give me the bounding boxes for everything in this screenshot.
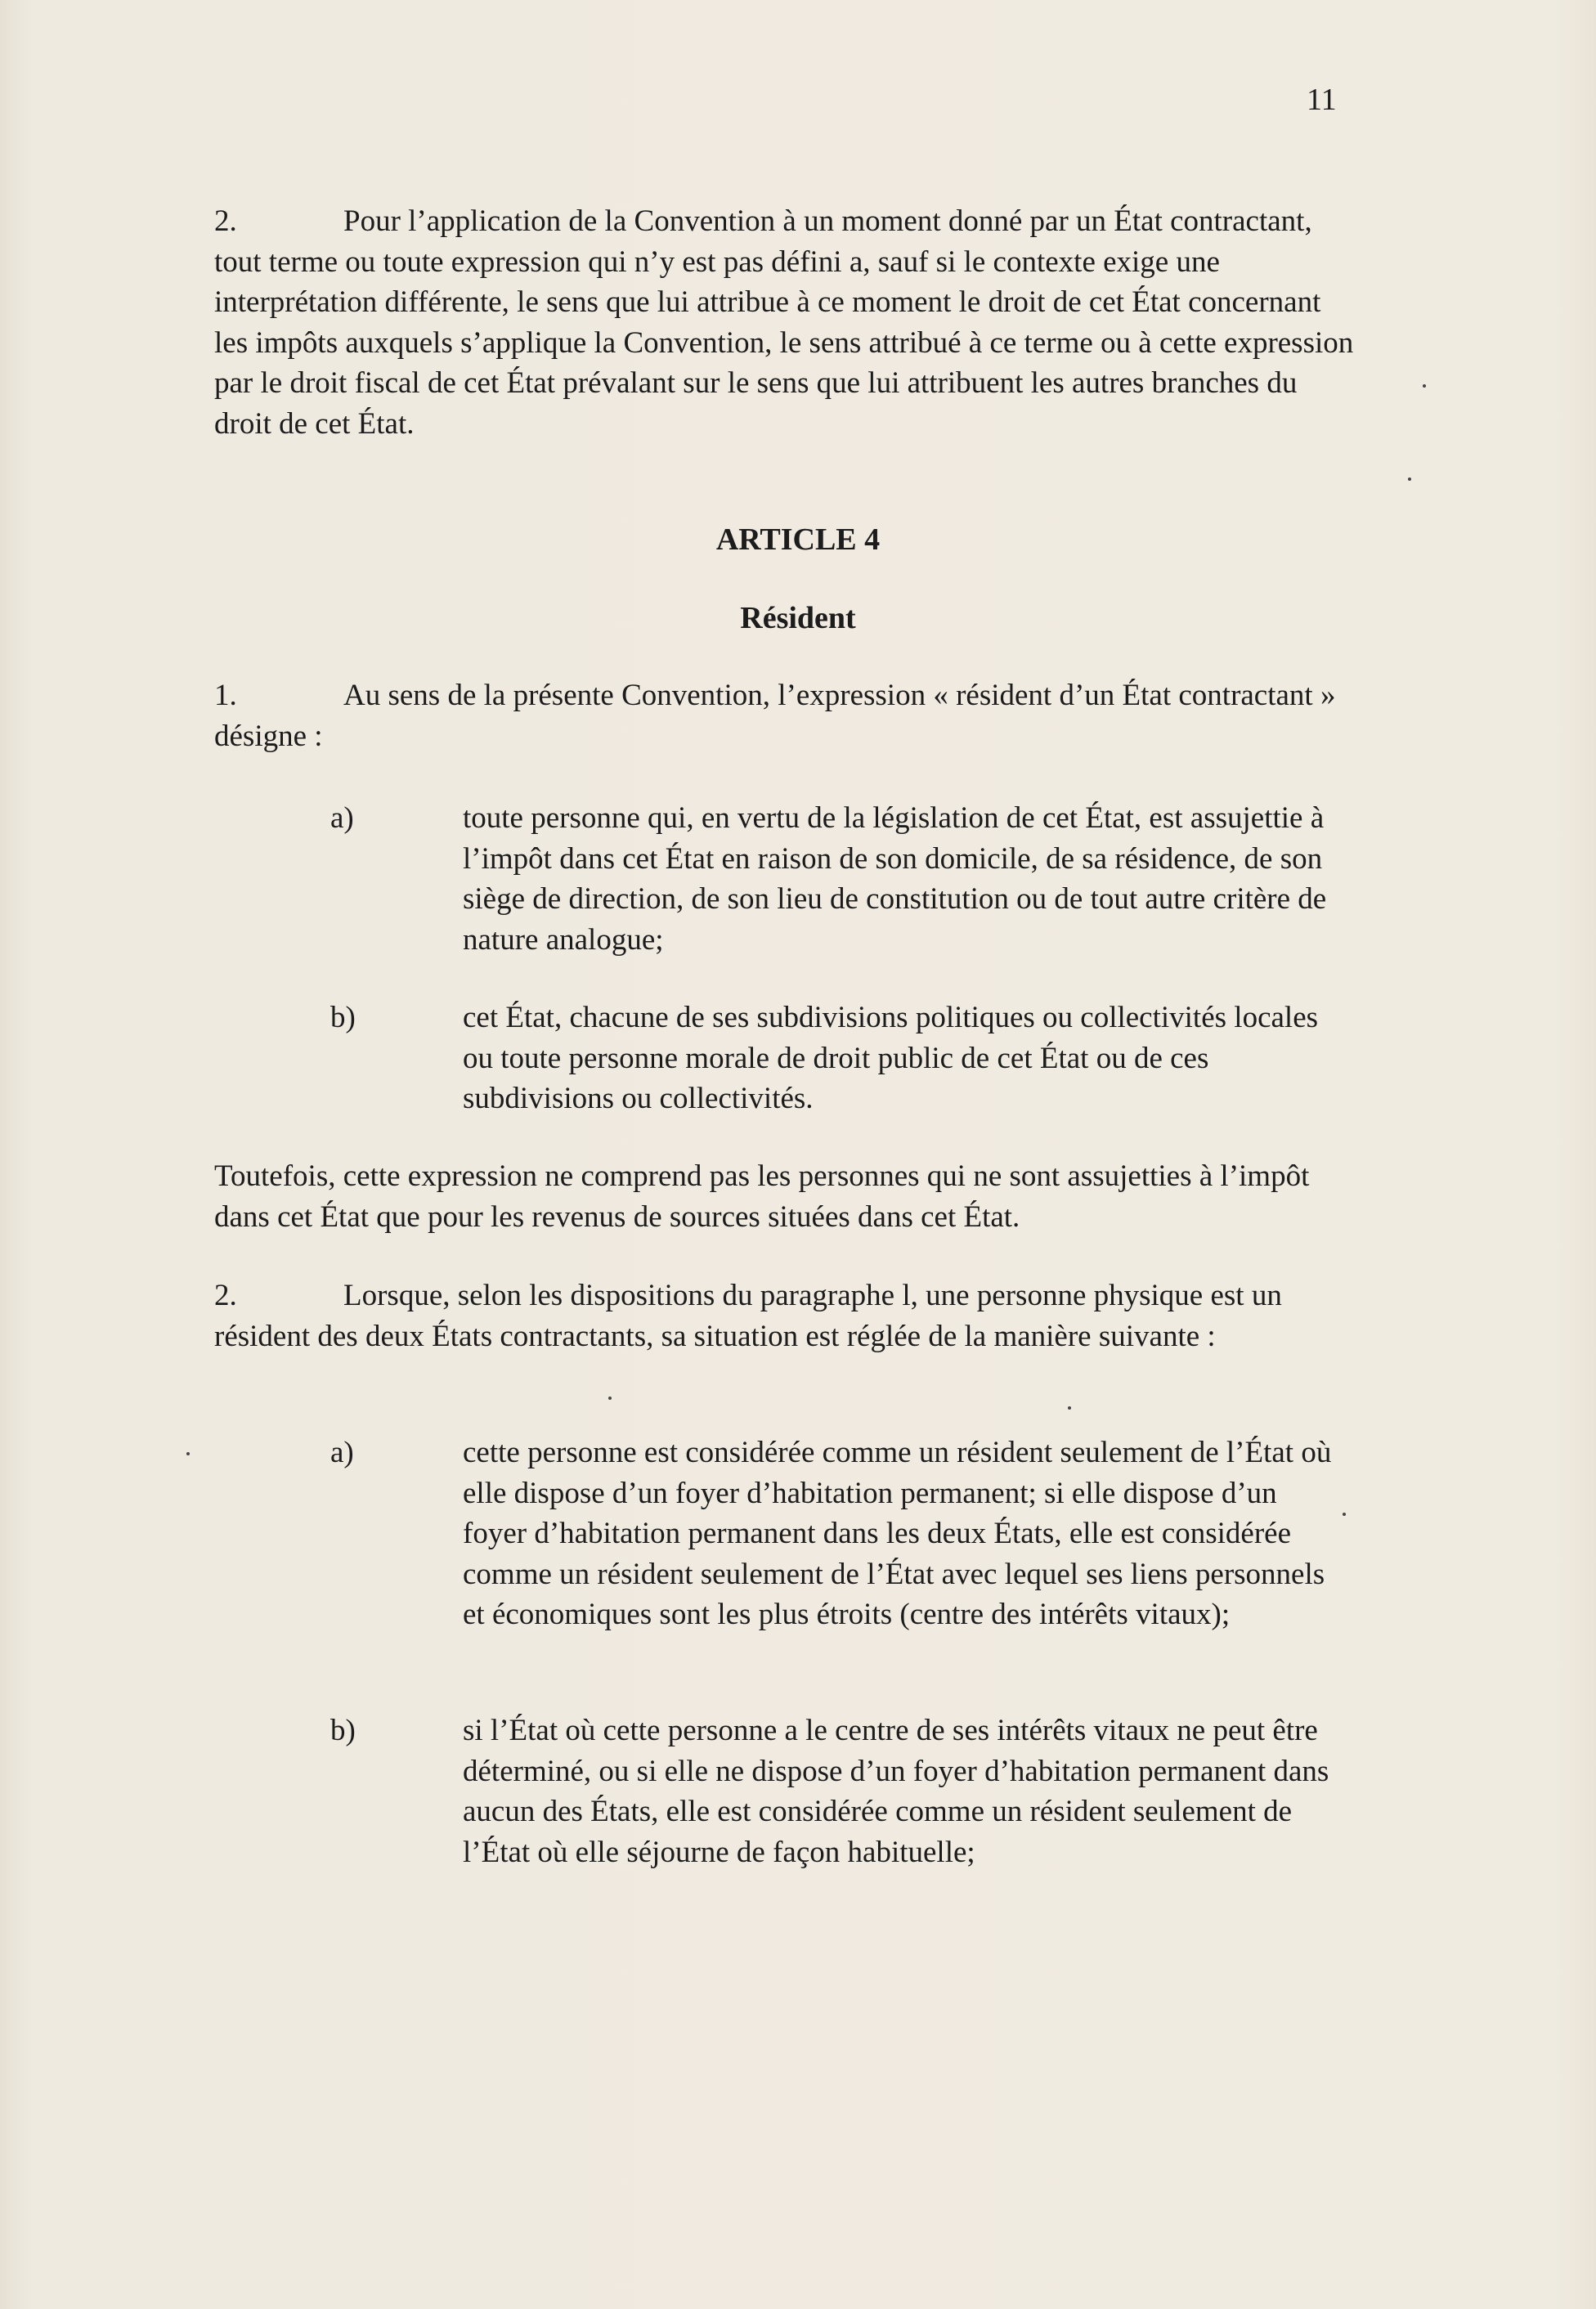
scan-speck [1343, 1513, 1346, 1516]
page-number: 11 [1307, 83, 1337, 117]
paragraph-definition-interpretation [214, 201, 1359, 445]
paragraph-text: Pour l’application de la Convention à un moment donné par un État contractant, tout terme ou toute expression qui n’y est pas défini a, sauf si le contexte exige une interprétation différente, le sens que lui attribue à ce moment le droit de cet État concernant les impôts auxquels s’applique la Convention, le sens attribué à ce terme ou à cette expression par le droit fiscal de cet État prévalant sur le sens que lui attribuent les autres branches du droit de cet État. [214, 204, 1354, 441]
scan-speck [1068, 1406, 1071, 1410]
paragraph-number: 1. [214, 679, 237, 712]
paragraph-number: 2. [214, 204, 237, 238]
list-item-label: a) [330, 1436, 354, 1469]
paragraph-text: Au sens de la présente Convention, l’expression « résident d’un État contractant » désigne : [214, 679, 1336, 753]
paragraph-1-closing: Toutefois, cette expression ne comprend pas les personnes qui ne sont assujetties à l’impôt dans cet État que pour les revenus de sources situées dans cet État. [214, 1159, 1310, 1234]
list-item-text: cette personne est considérée comme un résident seulement de l’État où elle dispose d’un foyer d’habitation permanent; si elle dispose d’un foyer d’habitation permanent dans les deux États, elle est considérée comme un résident seulement de l’État avec lequel ses liens personnels et économiques sont les plus étroits (centre des intérêts vitaux); [463, 1436, 1332, 1632]
scan-speck [1423, 384, 1426, 388]
list-item-label: a) [330, 801, 354, 835]
article-title: ARTICLE 4 [715, 522, 881, 557]
article-subtitle: Résident [740, 601, 856, 635]
list-item-label: b) [330, 1001, 356, 1034]
paragraph-text: Lorsque, selon les dispositions du paragraphe l, une personne physique est un résident des deux États contractants, sa situation est réglée de la manière suivante : [214, 1279, 1282, 1353]
list-item-text: si l’État où cette personne a le centre de ses intérêts vitaux ne peut être déterminé, ou si elle ne dispose d’un foyer d’habitation permanent dans aucun des États, elle est considérée comme un résident seulement de l’État où elle séjourne de façon habituelle; [463, 1714, 1329, 1869]
list-item-text: toute personne qui, en vertu de la législation de cet État, est assujettie à l’impôt dans cet État en raison de son domicile, de sa résidence, de son siège de direction, de son lieu de constitution ou de tout autre critère de nature analogue; [463, 801, 1327, 957]
list-item-label: b) [330, 1714, 356, 1747]
scan-speck [608, 1397, 612, 1400]
paragraph-number: 2. [214, 1279, 237, 1312]
paragraph-2 [214, 1276, 1359, 1356]
scan-speck [186, 1452, 190, 1455]
list-item-text: cet État, chacune de ses subdivisions politiques ou collectivités locales ou toute personne morale de droit public de cet État ou de ces subdivisions ou collectivités. [463, 1001, 1319, 1116]
paragraph-1 [214, 675, 1359, 756]
scan-speck [1408, 477, 1411, 481]
